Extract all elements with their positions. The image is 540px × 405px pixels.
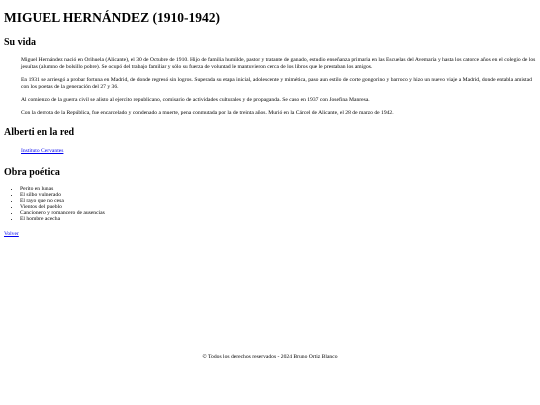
bio-paragraph-4: Con la derrota de la República, fue encarcelado y condenado a muerte, pena conmutada por la de treinta años. Murió en la Cárcel de Alicante, el 28 de marzo de 1942.	[21, 110, 394, 116]
footer: © Todos los derechos reservados - 2024 Bruno Ortiz Blanco	[202, 354, 338, 360]
bio-paragraph-3: Al comienzo de la guerra civil se alisto al ejercito republicano, comisario de actividades culturales y de propaganda. Se caso en 1937 con Josefina Manresa.	[21, 97, 370, 103]
list-item: • El rayo que no cesa	[20, 198, 536, 204]
bio-paragraph-2: En 1931 se arriesgó a probar fortuna en Madrid, de donde regresó sin logros. Superada su etapa inicial, adolescente y mimética, paso aun estilo de corte gongorino y barroco y hizo un nuevo viaje a Madrid, donde entabla amistad con los poetas de la generación del 27 y 36.	[21, 77, 532, 90]
list-item: • Cancionero y romancero de ausencias	[20, 210, 536, 216]
links-heading: Alberti en la red	[4, 127, 75, 138]
back-link[interactable]: Volver	[4, 231, 19, 237]
list-item: • El hombre acecha	[20, 216, 536, 222]
list-item: • Vientos del pueblo	[20, 204, 536, 210]
works-list	[4, 186, 536, 222]
bio-paragraph-1: Miguel Hernández nació en Orihuela (Alicante), el 30 de Octubre de 1910. Hijo de familia humilde, pastor y tratante de ganado, estudio enseñanza primaria en las Escuelas del Avemaría y hasta los catorce años en el colegio de los jesuítas (alumno de bolsillo pobre). Se ocupó del trabajo familiar y sólo su fuerza de voluntad le mantuvieron cerca de los libros que le prestaban los amigos.	[21, 57, 536, 70]
bio-heading: Su vida	[4, 37, 36, 48]
list-item: • El silbo vulnerado	[20, 192, 536, 198]
bio-section	[21, 57, 536, 117]
works-heading: Obra poética	[4, 167, 60, 178]
instituto-cervantes-link[interactable]: Instituto Cervantes	[21, 148, 64, 154]
links-section	[21, 139, 536, 157]
list-item: • Perito en lunas	[20, 186, 536, 192]
page-title: MIGUEL HERNÁNDEZ (1910-1942)	[4, 10, 221, 25]
